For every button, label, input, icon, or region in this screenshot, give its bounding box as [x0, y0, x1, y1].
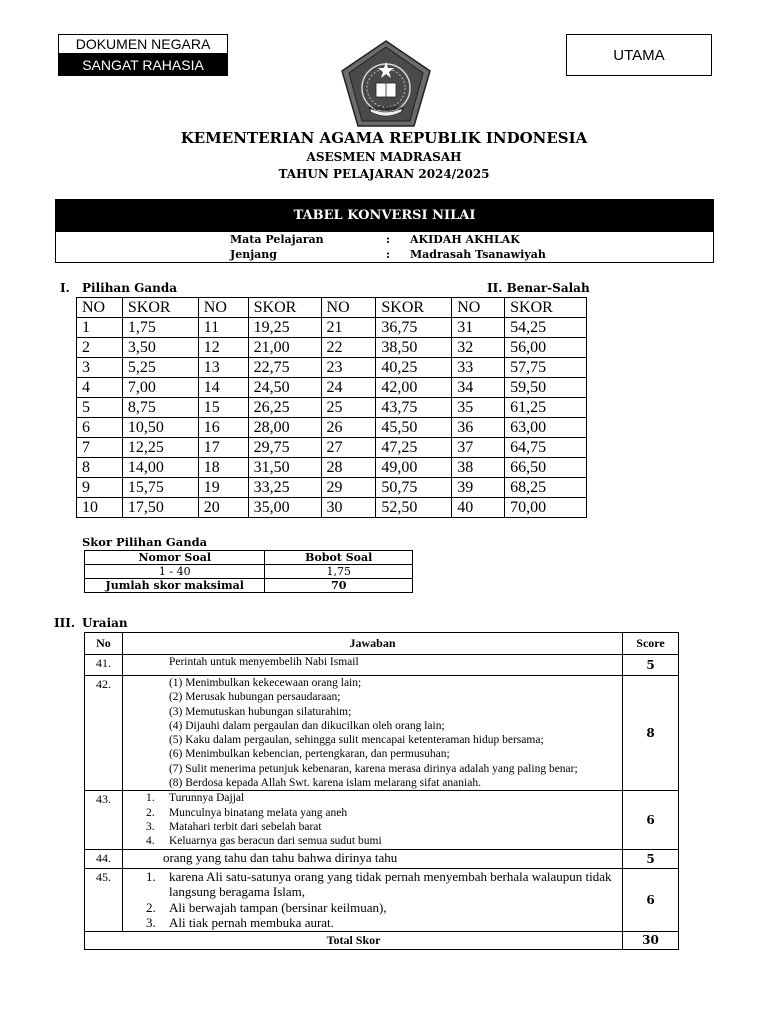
list-text: Matahari terbit dari sebelah barat — [168, 820, 322, 833]
column-header: NO — [198, 298, 248, 318]
answer-line: (3) Memutuskan hubungan silaturahim; — [168, 705, 352, 718]
score-value: 52,50 — [376, 498, 452, 518]
section1-label: Pilihan Ganda — [82, 281, 178, 295]
score-value: 35,00 — [248, 498, 321, 518]
score-value: 36,75 — [376, 318, 452, 338]
list-number: 2. — [145, 806, 155, 819]
answer-line: (7) Sulit menerima petunjuk kebenaran, karena merasa dirinya adalah yang paling benar; — [168, 762, 578, 775]
score-value: 1,75 — [122, 318, 198, 338]
score-value: 21,00 — [248, 338, 321, 358]
list-number: 2. — [145, 899, 156, 915]
question-number: 35 — [452, 398, 505, 418]
score-value: 33,25 — [248, 478, 321, 498]
col-score-header: Score — [623, 633, 679, 655]
exam-title: ASESMEN MADRASAH — [306, 150, 462, 164]
question-number: 25 — [321, 398, 376, 418]
answer-line: (6) Menimbulkan kebencian, pertengkaran, dan permusuhan; — [168, 748, 450, 761]
score-value: 24,50 — [248, 378, 321, 398]
question-number: 17 — [198, 438, 248, 458]
list-text: karena Ali satu-satunya orang yang tidak pernah menyembah berhala walaupun tidak langsung beragama Islam, — [168, 868, 612, 900]
logo-motto: IKHLAS BERAMAL — [369, 106, 404, 111]
table-row — [77, 498, 587, 518]
table-row — [77, 438, 587, 458]
level-sep: : — [386, 248, 391, 261]
score-value: 26,25 — [248, 398, 321, 418]
score-value: 45,50 — [376, 418, 452, 438]
skor-pg-label: Skor Pilihan Ganda — [82, 535, 208, 549]
list-text: Ali berwajah tampan (bersinar keilmuan), — [168, 899, 387, 915]
table-row — [85, 791, 679, 849]
total-value: 30 — [623, 931, 679, 949]
question-number: 36 — [452, 418, 505, 438]
list-text: Munculnya binatang melata yang aneh — [168, 806, 348, 819]
category-box: UTAMA — [566, 34, 712, 76]
table-row — [77, 478, 587, 498]
section3-num: III. — [54, 616, 76, 630]
list-text: Turunnya Dajjal — [168, 792, 245, 805]
question-number: 1 — [77, 318, 123, 338]
answer-text: Perintah untuk menyembelih Nabi Ismail — [122, 655, 622, 676]
score-value: 28,00 — [248, 418, 321, 438]
essay-answer-table — [84, 632, 679, 950]
row-number: 45. — [85, 868, 123, 931]
question-number: 24 — [321, 378, 376, 398]
score-value: 5,25 — [122, 358, 198, 378]
column-header: SKOR — [122, 298, 198, 318]
question-number: 21 — [321, 318, 376, 338]
row-number: 41. — [85, 655, 123, 676]
bobot-max-value: 70 — [265, 579, 413, 593]
question-number: 7 — [77, 438, 123, 458]
total-row — [85, 931, 679, 949]
subject-info — [55, 232, 714, 263]
table-row — [85, 868, 679, 931]
answer-line: (2) Merusak hubungan persaudaraan; — [168, 691, 341, 704]
question-number: 20 — [198, 498, 248, 518]
answer-list — [122, 791, 622, 849]
score-value: 47,25 — [376, 438, 452, 458]
question-number: 14 — [198, 378, 248, 398]
score-value: 57,75 — [505, 358, 587, 378]
question-number: 10 — [77, 498, 123, 518]
answer-text: orang yang tahu dan tahu bahwa dirinya tahu — [122, 849, 622, 868]
question-number: 28 — [321, 458, 376, 478]
table-row — [77, 418, 587, 438]
column-header: NO — [452, 298, 505, 318]
column-header: NO — [77, 298, 123, 318]
subject-value: AKIDAH AKHLAK — [410, 233, 520, 246]
answer-line: (1) Menimbulkan kekecewaan orang lain; — [168, 677, 362, 689]
question-number: 8 — [77, 458, 123, 478]
question-number: 3 — [77, 358, 123, 378]
question-number: 30 — [321, 498, 376, 518]
score-value: 10,50 — [122, 418, 198, 438]
bobot-col1: Nomor Soal — [85, 551, 265, 565]
col-answer-header: Jawaban — [122, 633, 622, 655]
question-number: 9 — [77, 478, 123, 498]
question-number: 27 — [321, 438, 376, 458]
section2-label: II. Benar-Salah — [487, 281, 590, 295]
kemenag-logo — [339, 38, 433, 130]
row-score: 6 — [623, 791, 679, 849]
score-value: 50,75 — [376, 478, 452, 498]
row-score: 5 — [623, 655, 679, 676]
badge-line1: DOKUMEN NEGARA — [58, 34, 228, 54]
row-score: 8 — [623, 676, 679, 791]
subject-label: Mata Pelajaran — [230, 233, 324, 246]
question-number: 19 — [198, 478, 248, 498]
score-value: 8,75 — [122, 398, 198, 418]
table-row — [77, 358, 587, 378]
answer-line: (5) Kaku dalam pergaulan, sehingga sulit mencapai ketenteraman hidup bersama; — [168, 734, 544, 747]
score-value: 38,50 — [376, 338, 452, 358]
score-value: 49,00 — [376, 458, 452, 478]
list-number: 3. — [145, 820, 155, 833]
score-value: 70,00 — [505, 498, 587, 518]
question-number: 15 — [198, 398, 248, 418]
mc-weight-table — [84, 550, 413, 593]
column-header: SKOR — [376, 298, 452, 318]
score-value: 14,00 — [122, 458, 198, 478]
question-number: 31 — [452, 318, 505, 338]
bobot-col2: Bobot Soal — [265, 551, 413, 565]
score-value: 22,75 — [248, 358, 321, 378]
score-value: 56,00 — [505, 338, 587, 358]
question-number: 22 — [321, 338, 376, 358]
col-no-header: No — [85, 633, 123, 655]
table-row — [85, 676, 679, 791]
table-row — [77, 378, 587, 398]
answer-line: (4) Dijauhi dalam pergaulan dan dikucilkan oleh orang lain; — [168, 719, 445, 732]
answer-list — [122, 868, 622, 931]
score-value: 19,25 — [248, 318, 321, 338]
score-value: 59,50 — [505, 378, 587, 398]
question-number: 37 — [452, 438, 505, 458]
question-number: 40 — [452, 498, 505, 518]
bobot-range: 1 - 40 — [85, 565, 265, 579]
question-number: 38 — [452, 458, 505, 478]
score-value: 29,75 — [248, 438, 321, 458]
question-number: 4 — [77, 378, 123, 398]
score-value: 64,75 — [505, 438, 587, 458]
badge-line2: SANGAT RAHASIA — [58, 54, 228, 76]
table-header-row — [77, 298, 587, 318]
score-value: 17,50 — [122, 498, 198, 518]
question-number: 33 — [452, 358, 505, 378]
column-header: SKOR — [505, 298, 587, 318]
table-row — [85, 849, 679, 868]
score-value: 31,50 — [248, 458, 321, 478]
list-text: Ali tiak pernah membuka aurat. — [168, 915, 334, 931]
conversion-heading: TABEL KONVERSI NILAI — [55, 199, 714, 232]
question-number: 11 — [198, 318, 248, 338]
answer-lines — [122, 676, 622, 791]
list-text: Keluarnya gas beracun dari semua sudut bumi — [168, 835, 382, 848]
row-number: 44. — [85, 849, 123, 868]
score-value: 54,25 — [505, 318, 587, 338]
table-row — [85, 655, 679, 676]
table-row — [77, 318, 587, 338]
question-number: 2 — [77, 338, 123, 358]
row-number: 42. — [85, 676, 123, 791]
score-value: 61,25 — [505, 398, 587, 418]
question-number: 5 — [77, 398, 123, 418]
column-header: NO — [321, 298, 376, 318]
score-value: 63,00 — [505, 418, 587, 438]
question-number: 26 — [321, 418, 376, 438]
question-number: 29 — [321, 478, 376, 498]
academic-year: TAHUN PELAJARAN 2024/2025 — [278, 167, 490, 181]
row-score: 5 — [623, 849, 679, 868]
question-number: 34 — [452, 378, 505, 398]
score-value: 7,00 — [122, 378, 198, 398]
answer-line: (8) Berdosa kepada Allah Swt. karena islam melarang sifat ananiah. — [168, 777, 481, 790]
question-number: 16 — [198, 418, 248, 438]
classification-badge — [58, 34, 228, 78]
question-number: 39 — [452, 478, 505, 498]
level-value: Madrasah Tsanawiyah — [410, 248, 546, 261]
score-value: 43,75 — [376, 398, 452, 418]
table-row — [77, 458, 587, 478]
table-row — [77, 398, 587, 418]
score-conversion-table — [76, 297, 587, 518]
row-number: 43. — [85, 791, 123, 849]
bobot-max-label: Jumlah skor maksimal — [85, 579, 265, 593]
list-number: 1. — [145, 868, 156, 884]
question-number: 23 — [321, 358, 376, 378]
table-row — [77, 338, 587, 358]
score-value: 40,25 — [376, 358, 452, 378]
list-number: 3. — [145, 915, 156, 931]
section1-num: I. — [60, 281, 70, 295]
total-label: Total Skor — [85, 931, 623, 949]
row-score: 6 — [623, 868, 679, 931]
ministry-title: KEMENTERIAN AGAMA REPUBLIK INDONESIA — [180, 129, 588, 147]
score-value: 12,25 — [122, 438, 198, 458]
level-label: Jenjang — [230, 248, 277, 261]
bobot-weight: 1,75 — [265, 565, 413, 579]
score-value: 3,50 — [122, 338, 198, 358]
question-number: 6 — [77, 418, 123, 438]
list-number: 1. — [145, 792, 155, 805]
score-value: 42,00 — [376, 378, 452, 398]
list-number: 4. — [145, 835, 155, 848]
section3-label: Uraian — [82, 616, 128, 630]
column-header: SKOR — [248, 298, 321, 318]
subject-sep: : — [386, 233, 391, 246]
question-number: 12 — [198, 338, 248, 358]
question-number: 18 — [198, 458, 248, 478]
question-number: 13 — [198, 358, 248, 378]
score-value: 66,50 — [505, 458, 587, 478]
score-value: 68,25 — [505, 478, 587, 498]
question-number: 32 — [452, 338, 505, 358]
score-value: 15,75 — [122, 478, 198, 498]
